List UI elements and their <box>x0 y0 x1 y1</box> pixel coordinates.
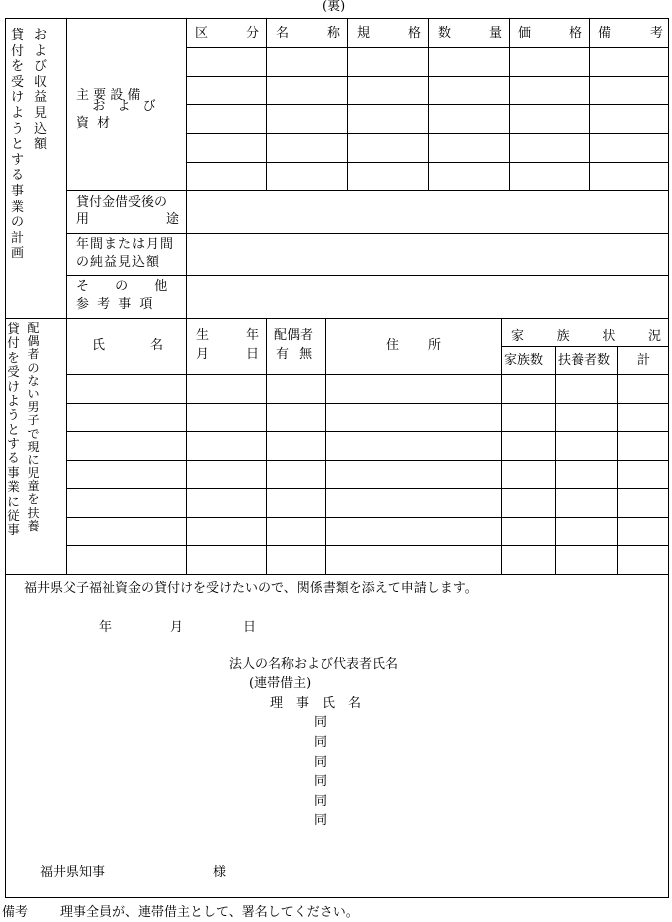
plan-left-column-1: 貸付を受けようとする事業の計画 <box>10 28 24 262</box>
equipment-label-line3: 資 材 <box>76 116 113 131</box>
divider <box>66 374 669 375</box>
divider <box>5 574 669 575</box>
divider <box>66 545 669 546</box>
divider <box>186 47 669 48</box>
family-left-column-2-body: 配偶者のない男子で現に児童を扶養 <box>27 321 40 533</box>
divider <box>186 76 669 77</box>
use-label-line1: 貸付金借受後の <box>76 195 168 210</box>
corporation-name-label: 法人の名称および代表者氏名 <box>229 657 399 672</box>
spouse-label-line1: 配偶者 <box>274 328 314 343</box>
note-text: 理事全員が、連帯借主として、署名してください。 <box>60 905 359 920</box>
family-count-label: 家族数 <box>504 353 544 368</box>
name-label-shi: 氏 <box>92 338 106 353</box>
profit-label-line2: の純益見込額 <box>76 255 161 270</box>
col-header-kaku2: 格 <box>569 26 583 41</box>
divider <box>66 18 67 574</box>
director-name-label: 理 事 氏 名 <box>270 696 362 711</box>
divider <box>66 275 669 276</box>
use-label-to: 途 <box>166 212 180 227</box>
note-label: 備考 <box>2 905 29 920</box>
equipment-label-line1: 主 要 設 備 <box>76 88 141 103</box>
birth-label-tsuki: 月 <box>196 347 210 362</box>
use-label-yo: 用 <box>76 212 90 227</box>
col-header-suu: 数 <box>438 26 452 41</box>
birth-label-sei: 生 <box>196 328 210 343</box>
profit-label-line1: 年間または月間 <box>76 237 175 252</box>
divider <box>66 517 669 518</box>
same-mark-6: 同 <box>314 813 328 828</box>
divider <box>66 190 669 191</box>
address-label-sho: 所 <box>428 338 442 353</box>
divider <box>186 162 669 163</box>
divider <box>186 104 669 105</box>
col-header-kou: 考 <box>650 26 664 41</box>
col-header-ku: 区 <box>195 26 209 41</box>
date-day: 日 <box>243 620 257 635</box>
name-label-mei: 名 <box>150 338 164 353</box>
cosigner-label: (連帯借主) <box>249 676 312 691</box>
family-status-label <box>511 325 661 344</box>
spouse-label-line2: 有 無 <box>276 347 313 362</box>
divider <box>501 346 669 347</box>
date-month: 月 <box>170 620 184 635</box>
divider <box>325 318 326 574</box>
application-statement: 福井県父子福祉資金の貸付けを受けたいので、関係書類を添えて申請します。 <box>24 581 478 596</box>
family-left-column-1: 貸付を受けようとする事業に従事 <box>7 321 20 538</box>
equipment-label-line2: お よ び <box>92 99 160 114</box>
divider <box>66 233 669 234</box>
divider <box>266 318 267 574</box>
col-header-ka: 価 <box>518 26 532 41</box>
address-label-jyuu: 住 <box>386 338 400 353</box>
col-header-ki: 規 <box>357 26 371 41</box>
date-year: 年 <box>99 620 113 635</box>
same-mark-5: 同 <box>314 794 328 809</box>
plan-left-column-2: および収益見込額 <box>33 28 47 153</box>
divider <box>186 18 187 574</box>
col-header-ryou: 量 <box>489 26 503 41</box>
col-header-kaku: 格 <box>408 26 422 41</box>
divider <box>66 488 669 489</box>
same-mark-4: 同 <box>314 774 328 789</box>
addressee-governor: 福井県知事 <box>40 865 106 880</box>
status-char-2: 族 <box>556 329 570 344</box>
divider <box>66 431 669 432</box>
same-mark-3: 同 <box>314 755 328 770</box>
honorific-sama: 様 <box>213 865 227 880</box>
divider <box>5 318 669 319</box>
dependents-label: 扶養者数 <box>558 353 611 368</box>
status-char-3: 状 <box>602 329 616 344</box>
col-header-mei: 名 <box>276 26 290 41</box>
other-label-line1: そ の 他 <box>76 279 168 294</box>
total-label: 計 <box>637 353 651 368</box>
birth-label-nen: 年 <box>246 328 260 343</box>
divider <box>186 133 669 134</box>
col-header-shou: 称 <box>327 26 341 41</box>
col-header-bi: 備 <box>598 26 612 41</box>
other-label-line2: 参 考 事 項 <box>76 297 153 312</box>
same-mark-2: 同 <box>314 735 328 750</box>
divider <box>501 318 502 574</box>
same-mark-1: 同 <box>314 715 328 730</box>
page-side-label: (裏) <box>322 0 346 14</box>
birth-label-hi: 日 <box>246 347 260 362</box>
col-header-bun: 分 <box>246 26 260 41</box>
status-char-4: 況 <box>647 329 661 344</box>
status-char-1: 家 <box>511 329 525 344</box>
divider <box>66 403 669 404</box>
form-frame <box>5 18 669 898</box>
divider <box>66 460 669 461</box>
